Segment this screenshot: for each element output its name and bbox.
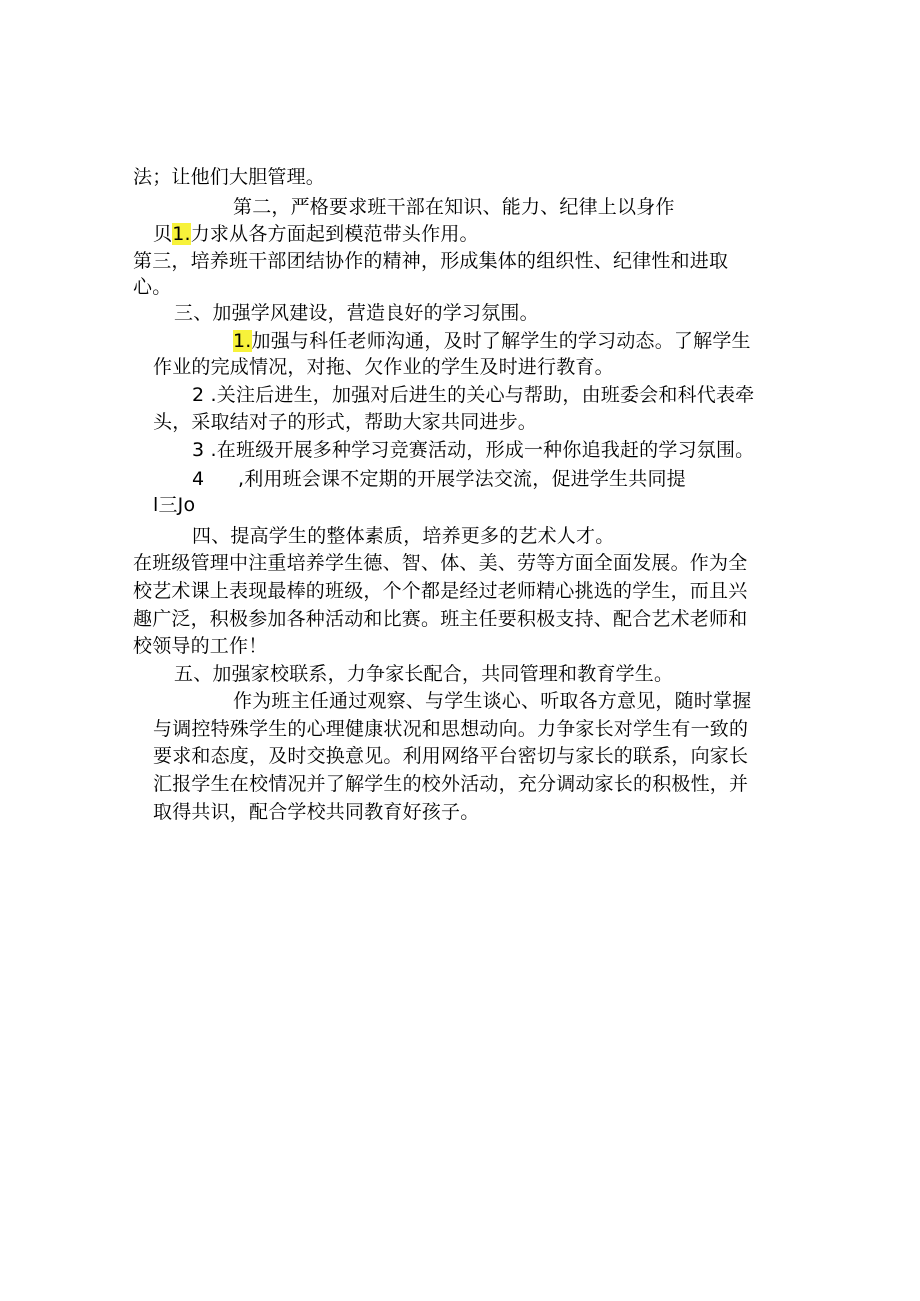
text-fragment: 力求从各方面起到模范带头作用。	[190, 223, 479, 245]
text-line: 法；让他们大胆管理。	[133, 166, 326, 188]
section-heading: 四、提高学生的整体素质，培养更多的艺术人才。	[192, 525, 615, 547]
text-line	[233, 328, 751, 354]
section-heading: 五、加强家校联系，力争家长配合，共同管理和教育学生。	[174, 663, 674, 685]
text-line: 头，采取结对子的形式，帮助大家共同进步。	[153, 411, 538, 433]
highlighted-list-number: 1.	[172, 223, 191, 245]
highlighted-list-number: 1.	[233, 330, 252, 352]
text-line	[153, 221, 479, 247]
text-line: 第三，培养班干部团结协作的精神，形成集体的组织性、纪律性和进取	[133, 250, 729, 272]
list-item	[192, 466, 686, 492]
text-line: 在班级管理中注重培养学生德、智、体、美、劳等方面全面发展。作为全	[133, 552, 748, 574]
text-line: 取得共识，配合学校共同教育好孩子。	[153, 801, 480, 823]
text-line: 与调控特殊学生的心理健康状况和思想动向。力争家长对学生有一致的	[153, 718, 749, 740]
text-line: 第二，严格要求班干部在知识、能力、纪律上以身作	[233, 196, 675, 218]
text-line: l三Jo	[153, 494, 196, 516]
list-number: 4	[192, 468, 205, 490]
section-heading: 三、加强学风建设，营造良好的学习氛围。	[174, 302, 539, 324]
text-line: 汇报学生在校情况并了解学生的校外活动，充分调动家长的积极性，并	[153, 773, 749, 795]
text-line: 校领导的工作！	[133, 635, 268, 657]
text-fragment: ,利用班会课不定期的开展学法交流，促进学生共同提	[238, 468, 686, 490]
text-line: 要求和态度，及时交换意见。利用网络平台密切与家长的联系，向家长	[153, 745, 749, 767]
list-item: 3 .在班级开展多种学习竞赛活动，形成一种你追我赶的学习氛围。	[192, 439, 755, 461]
text-line: 心。	[133, 276, 172, 298]
text-fragment: 贝	[153, 223, 173, 245]
list-item: 2 .关注后进生，加强对后进生的关心与帮助，由班委会和科代表牵	[192, 384, 755, 406]
text-line: 作业的完成情况，对拖、欠作业的学生及时进行教育。	[153, 356, 614, 378]
text-line: 校艺术课上表现最棒的班级，个个都是经过老师精心挑选的学生，而且兴	[133, 580, 748, 602]
text-fragment: 加强与科任老师沟通，及时了解学生的学习动态。了解学生	[251, 330, 751, 352]
text-line: 趣广泛，积极参加各种活动和比赛。班主任要积极支持、配合艺术老师和	[133, 608, 748, 630]
text-line: 作为班主任通过观察、与学生谈心、听取各方意见，随时掌握	[233, 690, 752, 712]
